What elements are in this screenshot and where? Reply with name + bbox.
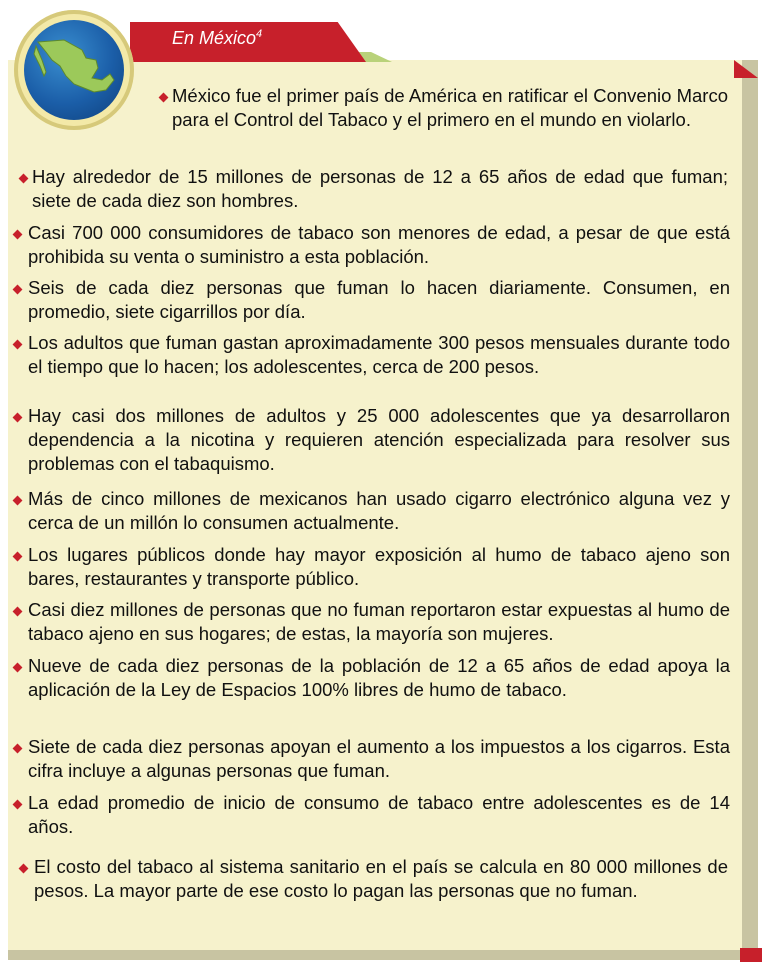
list-item: Hay casi dos millones de adultos y 25 000 adolescentes que ya desarrollaron dependencia a la nicotina y requieren atención especializada para resolver sus problemas con el tabaquismo. (28, 405, 730, 474)
list-item: México fue el primer país de América en ratificar el Convenio Marco para el Control del Tabaco y el primero en el mundo en violarlo. (172, 85, 728, 130)
bullet-icon (13, 552, 23, 562)
list-item: El costo del tabaco al sistema sanitario en el país se calcula en 80 000 millones de pesos. La mayor parte de ese costo lo pagan las personas que no fuman. (34, 856, 728, 901)
bullet-icon (13, 413, 23, 423)
bullet-icon (13, 744, 23, 754)
bullet-icon (19, 864, 29, 874)
list-item: Más de cinco millones de mexicanos han usado cigarro electrónico alguna vez y cerca de un millón lo consumen actualmente. (28, 488, 730, 533)
bullet-icon (159, 93, 169, 103)
list-item: Los adultos que fuman gastan aproximadamente 300 pesos mensuales durante todo el tiempo que lo hacen; los adolescentes, cerca de 200 pesos. (28, 332, 730, 377)
list-item: La edad promedio de inicio de consumo de tabaco entre adolescentes es de 14 años. (28, 792, 730, 837)
bullet-icon (13, 607, 23, 617)
bullet-icon (13, 800, 23, 810)
bullet-icon (13, 496, 23, 506)
bullet-icon (13, 230, 23, 240)
footnote-marker: 4 (256, 28, 263, 40)
list-item: Hay alrededor de 15 millones de personas de 12 a 65 años de edad que fuman; siete de cada diez son hombres. (32, 166, 728, 211)
list-item: Siete de cada diez personas apoyan el aumento a los impuestos a los cigarros. Esta cifra incluye a algunas personas que fuman. (28, 736, 730, 781)
bullet-icon (13, 340, 23, 350)
list-item: Casi diez millones de personas que no fuman reportaron estar expuestas al humo de tabaco ajeno en sus hogares; de estas, la mayoría son mujeres. (28, 599, 730, 644)
list-item: Los lugares públicos donde hay mayor exposición al humo de tabaco ajeno son bares, restaurantes y transporte público. (28, 544, 730, 589)
bullet-icon (19, 174, 29, 184)
bullet-icon (13, 663, 23, 673)
list-item: Casi 700 000 consumidores de tabaco son menores de edad, a pesar de que está prohibida su venta o suministro a esta población. (28, 222, 730, 267)
list-item: Nueve de cada diez personas de la población de 12 a 65 años de edad apoya la aplicación de la Ley de Espacios 100% libres de humo de tabaco. (28, 655, 730, 700)
list-item: Seis de cada diez personas que fuman lo hacen diariamente. Consumen, en promedio, siete cigarrillos por día. (28, 277, 730, 322)
section-title: En México$^4$ (172, 28, 263, 48)
bullet-icon (13, 285, 23, 295)
